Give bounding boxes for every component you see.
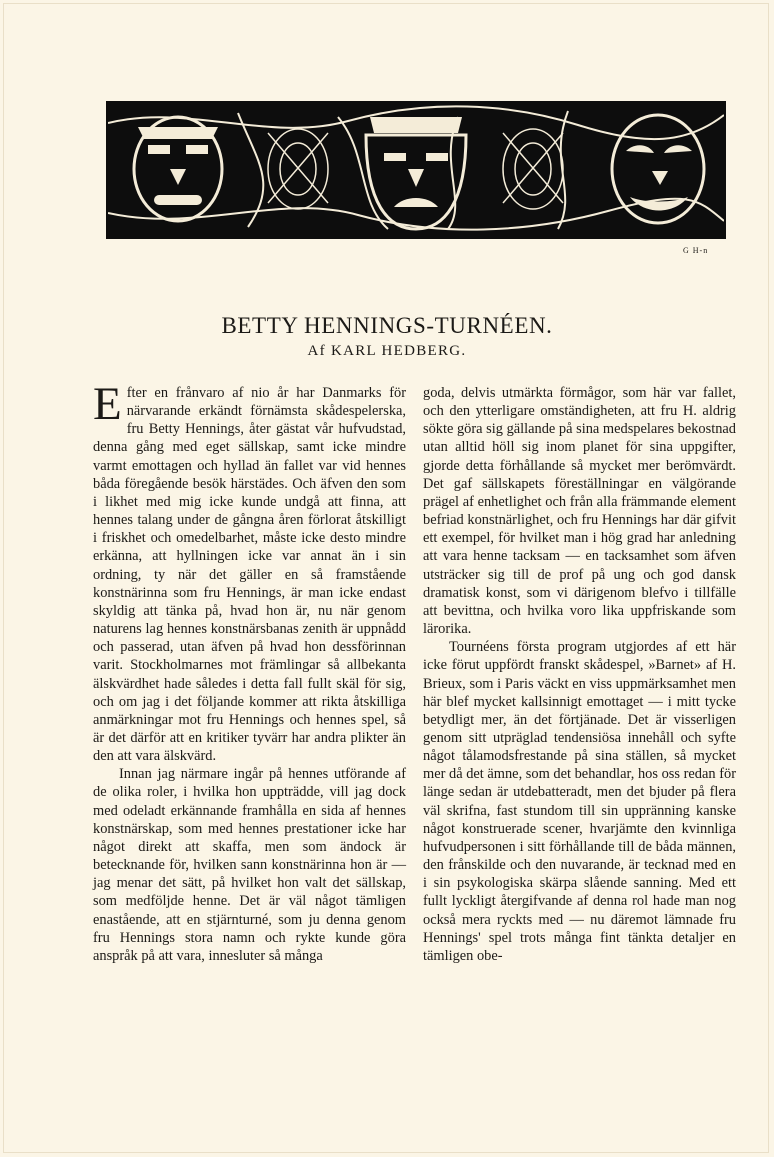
article-title: BETTY HENNINGS-TURNÉEN. xyxy=(221,313,553,339)
paragraph: Innan jag närmare ingår på hennes utförande af de olika roler, i hvilka hon uppträdde, vill jag dock med odeladt erkännande framhålla en sida af hennes konstnärskap, som med hennes prestationer icke har något direkt att skaffa, men som ändock är betecknande för, hvilken sann konstnärinna hon är — jag menar det sätt, på hvilket hon valt det sällskap, som medföljde henne. Det är väl något tämligen enastående, att en stjärnturné, som ju denna genom fru Hennings stora namn och rykte kunde göra anspråk på att vara, innesluter så många xyxy=(93,766,406,964)
paragraph: goda, delvis utmärkta förmågor, som här var fallet, och den ytterligare omständigheten, att fru H. aldrig sökte göra sig gällande på sina medspelares bekostnad utan alltid höll sig inom planet för sina uppgifter, gjorde detta förhållande så mycket mer berömvärdt. Det gaf sällskapets föreställningar en välgörande prägel af enhetlighet och från alla främmande element befriad konstnärlighet, och fru Hennings har där gifvit ett exempel, för hvilket man i hög grad har anledning att vara henne tacksam — en tacksamhet som äfven utsträcker sig till de prof på ung och god dansk dramatisk konst, som vi därigenom blefvo i tillfälle att bevittna, och hvilka voro lika uppfriskande som lärorika. xyxy=(423,385,736,638)
drop-cap: E xyxy=(93,378,122,430)
decorative-masks-banner xyxy=(106,101,726,239)
right-text-column xyxy=(423,384,736,965)
paragraph-text: fter en frånvaro af nio år har Danmarks för närvarande erkändt förnämsta skådespelerska, fru Betty Hennings, åter gästat vår hufvudstad, denna gång med eget sällskap, samt icke mindre varmt emottagen och hyllad än fallet var vid hennes båda föregående besök härstädes. Och äfven den som i likhet med mig icke kunde undgå att finna, att hennes talang under de gångna åren förlorat åtskilligt i friskhet och omedelbarhet, måste icke desto mindre erkänna, att hyllningen icke var annat än i sin ordning, ty när det gäller en så framstående konstnärinna som fru Hennings, är man icke endast skyldig att tänka på, hvad hon är, nu när genom naturens lag hennes konstnärsbanas zenith är uppnådd och passerad, utan äfven på hvad hon dessförinnan varit. Stockholmarnes mot främlingar så allbekanta älskvärdhet hade således i detta fall fullt skäl för sig, och om jag i det följande kommer att rikta åtskilliga anmärkningar mot fru Hennings och hennes spel, så är det därför att en kritiker tyvärr har andra plikter än den att vara älskvärd. xyxy=(93,385,406,765)
left-text-column xyxy=(93,378,406,965)
article-byline: Af KARL HEDBERG. xyxy=(307,343,467,359)
paragraph: Tournéens första program utgjordes af ett här icke förut uppfördt franskt skådespel, »Barnet» af H. Brieux, som i Paris väckt en viss uppmärksamhet men här blef mycket kallsinnigt emottaget — i mitt tycke betydligt mer, än det förtjänade. Det är visserligen genom sitt utpräglad tendensiösa innehåll och syfte något tålamodsfrestande på sina ställen, så mycket mer då det ämne, som det behandlar, hos oss redan för länge sedan är utdebatteradt, men det bjuder på flera väl skrifna, fast stundom till sin uppränning kanske något konstruerade scener, hvarjämte den kvinnliga hufvudpersonen i sitt förhållande till de båda männen, den frånskilde och den nuvarande, är tecknad med en i sin psykologiska skärpa slående sanning. Med ett fullt lyckligt återgifvande af denna rol hade man nog också mera ryckts med — nu däremot lämnade fru Hennings' spel trots många fint tänkta detaljer en tämligen obe- xyxy=(423,639,736,964)
paragraph xyxy=(93,378,406,765)
illustrator-monogram: G H-n xyxy=(683,246,709,255)
theatre-masks-illustration xyxy=(108,103,724,237)
